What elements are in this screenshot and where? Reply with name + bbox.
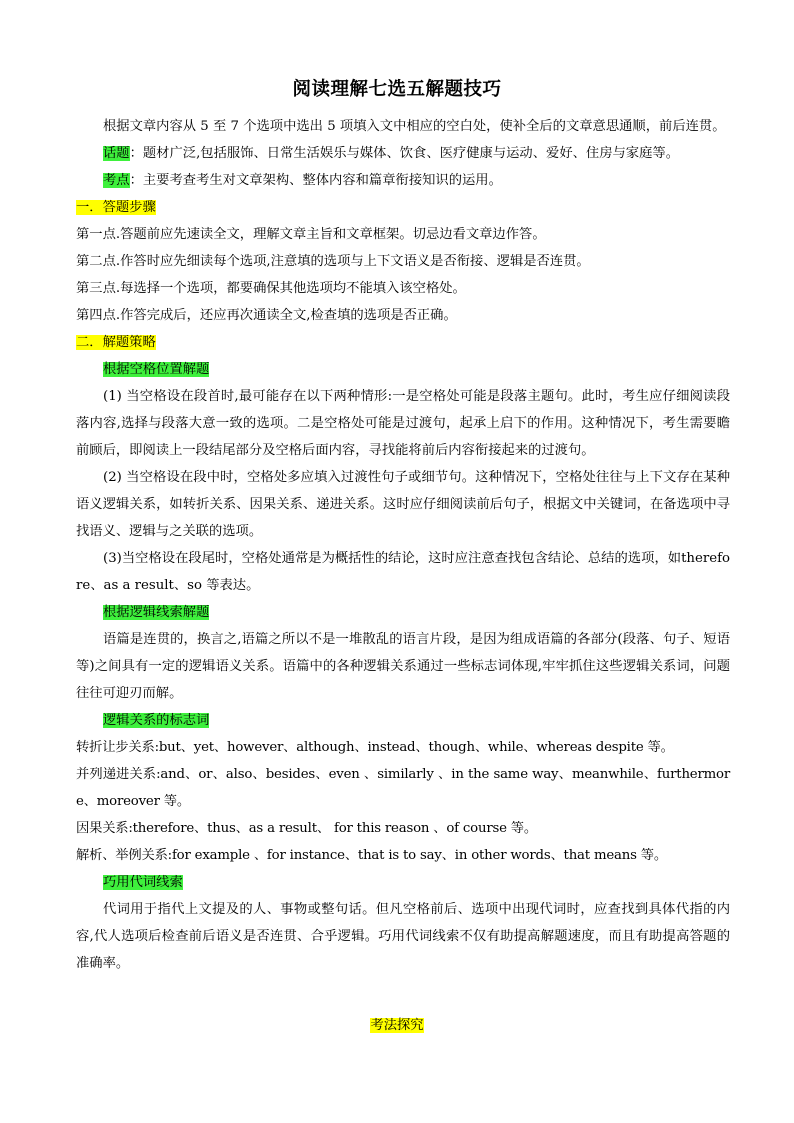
marker-line: 并列递进关系:and、or、also、besides、even 、similarly 、in the same way、meanwhile、furthermore、moreover 等。 bbox=[76, 767, 730, 809]
strategy4-paragraph: 代词用于指代上文提及的人、事物或整句话。但凡空格前后、选项中出现代词时，应查找到具体代指的内容,代人选项后检查前后语义是否连贯、合乎逻辑。巧用代词线索不仅有助提高解题速度，而且有助提高答题的准确率。 bbox=[76, 902, 730, 971]
exam-point-text: ：主要考查考生对文章架构、整体内容和篇章衔接知识的运用。 bbox=[129, 173, 502, 188]
marker-line: 解析、举例关系:for example 、for instance、that is to say、in other words、that means 等。 bbox=[76, 848, 667, 863]
strategy3-heading-line bbox=[76, 707, 730, 734]
strategy1-paragraph: (2) 当空格设在段中时，空格处多应填入过渡性句子或细节句。这种情况下，空格处往往与上下文存在某种语义逻辑关系，如转折关系、因果关系、递进关系。这时应仔细阅读前后句子，根据文中关键词，在备选项中寻找语义、逻辑与之关联的选项。 bbox=[76, 470, 730, 539]
topic-line bbox=[76, 140, 730, 167]
strategy4-heading-line bbox=[76, 869, 730, 896]
strategy1-paragraph: (1) 当空格设在段首时,最可能存在以下两种情形:一是空格处可能是段落主题句。此时，考生应仔细阅读段落内容,选择与段落大意一致的选项。二是空格处可能是过渡句，起承上启下的作用。这种情况下，考生需要瞻前顾后，即阅读上一段结尾部分及空格后面内容，寻找能将前后内容衔接起来的过渡句。 bbox=[76, 389, 730, 458]
intro-paragraph: 根据文章内容从 5 至 7 个选项中选出 5 项填入文中相应的空白处，使补全后的文章意思通顺，前后连贯。 bbox=[103, 119, 726, 134]
step-item: 第三点.每选择一个选项，都要确保其他选项均不能填入该空格处。 bbox=[76, 281, 466, 296]
step-item: 第二点.作答时应先细读每个选项,注意填的选项与上下文语义是否衔接、逻辑是否连贯。 bbox=[76, 254, 590, 269]
strategy2-heading-line bbox=[76, 599, 730, 626]
step-item: 第四点.作答完成后，还应再次通读全文,检查填的选项是否正确。 bbox=[76, 308, 457, 323]
topic-label: 话题 bbox=[103, 146, 130, 161]
step-item: 第一点.答题前应先速读全文，理解文章主旨和文章框架。切忌边看文章边作答。 bbox=[76, 227, 546, 242]
section2-heading-line bbox=[76, 329, 730, 356]
page-title: 阅读理解七选五解题技巧 bbox=[292, 79, 502, 100]
footer-tag: 考法探究 bbox=[370, 1018, 424, 1033]
strategy3-heading: 逻辑关系的标志词 bbox=[103, 713, 210, 728]
exam-point-label: 考点 bbox=[103, 173, 130, 188]
strategy1-paragraph: (3)当空格设在段尾时，空格处通常是为概括性的结论，这时应注意查找包含结论、总结的选项，如therefore、as a result、so 等表达。 bbox=[76, 551, 730, 593]
section2-heading: 二．解题策略 bbox=[76, 335, 156, 350]
exam-point-line bbox=[76, 167, 730, 194]
topic-text: ：题材广泛,包括服饰、日常生活娱乐与媒体、饮食、医疗健康与运动、爱好、住房与家庭等。 bbox=[129, 146, 679, 161]
footer-tag-line bbox=[0, 1016, 794, 1036]
strategy2-paragraph: 语篇是连贯的，换言之,语篇之所以不是一堆散乱的语言片段，是因为组成语篇的各部分(段落、句子、短语等)之间具有一定的逻辑语义关系。语篇中的各种逻辑关系通过一些标志词体现,牢牢抓住这些逻辑关系词，问题往往可迎刃而解。 bbox=[76, 632, 730, 701]
strategy1-heading: 根据空格位置解题 bbox=[103, 362, 210, 377]
section1-heading-line bbox=[76, 194, 730, 221]
marker-line: 因果关系:therefore、thus、as a result、 for this reason 、of course 等。 bbox=[76, 821, 538, 836]
strategy2-heading: 根据逻辑线索解题 bbox=[103, 605, 210, 620]
strategy1-heading-line bbox=[76, 356, 730, 383]
strategy4-heading: 巧用代词线索 bbox=[103, 875, 183, 890]
section1-heading: 一．答题步骤 bbox=[76, 200, 156, 215]
document-body bbox=[76, 113, 730, 977]
marker-line: 转折让步关系:but、yet、however、although、instead、though、while、whereas despite 等。 bbox=[76, 740, 674, 755]
